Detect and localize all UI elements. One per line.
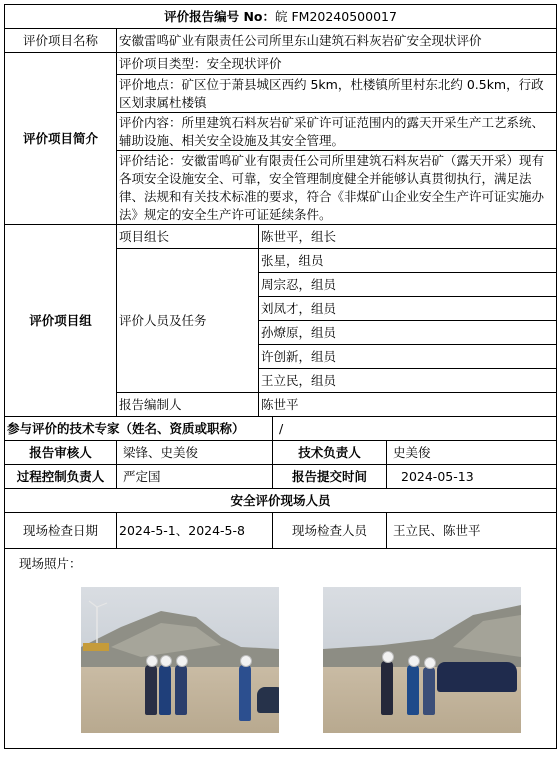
person-figure: [239, 665, 251, 721]
summary-label: 评价项目简介: [5, 53, 117, 225]
submit-label: 报告提交时间: [273, 465, 387, 489]
team-member: 陈世平，组长: [259, 225, 557, 249]
person-figure: [159, 665, 171, 715]
car-shape: [257, 687, 279, 713]
project-name-value: 安徽雷鸣矿业有限责任公司所里东山建筑石料灰岩矿安全现状评价: [117, 29, 557, 53]
person-figure: [145, 665, 157, 715]
team-member: 王立民，组员: [259, 369, 557, 393]
reviewer-value: 梁锋、史美俊: [117, 441, 273, 465]
site-date-label: 现场检查日期: [5, 513, 117, 549]
editor-value: 陈世平: [259, 393, 557, 417]
report-number-value: 皖 FM20240500017: [275, 8, 397, 24]
editor-label: 报告编制人: [117, 393, 259, 417]
photos-cell: [5, 549, 557, 749]
experts-value: /: [273, 417, 557, 441]
reviewer-label: 报告审核人: [5, 441, 117, 465]
site-section-title: 安全评价现场人员: [5, 489, 557, 513]
site-date-value: 2024-5-1、2024-5-8: [117, 513, 273, 549]
team-label: 评价项目组: [5, 225, 117, 417]
report-number: [5, 5, 557, 29]
leader-label: 项目组长: [117, 225, 259, 249]
summary-conclusion: 评价结论：安徽雷鸣矿业有限责任公司所里建筑石料灰岩矿（露天开采）现有各项安全设施安全、可靠，安全管理制度健全并能够认真贯彻执行，满足法律、法规和有关技术标准的要求，符合《非煤矿山企业安全生产许可证实施办法》规定的安全生产许可证延续条件。: [117, 151, 557, 225]
process-label: 过程控制负责人: [5, 465, 117, 489]
person-figure: [423, 667, 435, 715]
site-photo-2: [323, 587, 521, 733]
team-member: 许创新，组员: [259, 345, 557, 369]
summary-type: 评价项目类型：安全现状评价: [117, 53, 557, 75]
site-inspectors-label: 现场检查人员: [273, 513, 387, 549]
summary-location: 评价地点：矿区位于萧县城区西约 5km，杜楼镇所里村东北约 0.5km，行政区划隶属杜楼镇: [117, 75, 557, 113]
person-figure: [381, 661, 393, 715]
process-value: 严定国: [117, 465, 273, 489]
person-figure: [407, 665, 419, 715]
experts-label: 参与评价的技术专家（姓名、资质或职称）: [5, 417, 273, 441]
team-member: 周宗忍，组员: [259, 273, 557, 297]
tech-value: 史美俊: [387, 441, 557, 465]
site-inspectors-value: 王立民、陈世平: [387, 513, 557, 549]
evaluation-sheet: [4, 4, 556, 749]
report-table: [4, 4, 557, 749]
team-member: 刘凤才，组员: [259, 297, 557, 321]
staff-label: 评价人员及任务: [117, 249, 259, 393]
person-figure: [175, 665, 187, 715]
team-member: 孙燎原，组员: [259, 321, 557, 345]
car-shape: [437, 662, 517, 692]
team-member: 张星，组员: [259, 249, 557, 273]
site-photo-1: [81, 587, 279, 733]
summary-content: 评价内容：所里建筑石料灰岩矿采矿许可证范围内的露天开采生产工艺系统、辅助设施、相关安全设施及其安全管理。: [117, 113, 557, 151]
report-number-label: 评价报告编号 No：: [164, 8, 275, 24]
tech-label: 技术负责人: [273, 441, 387, 465]
project-name-label: 评价项目名称: [5, 29, 117, 53]
submit-value: 2024-05-13: [387, 465, 557, 489]
photos-label: 现场照片：: [19, 556, 82, 571]
